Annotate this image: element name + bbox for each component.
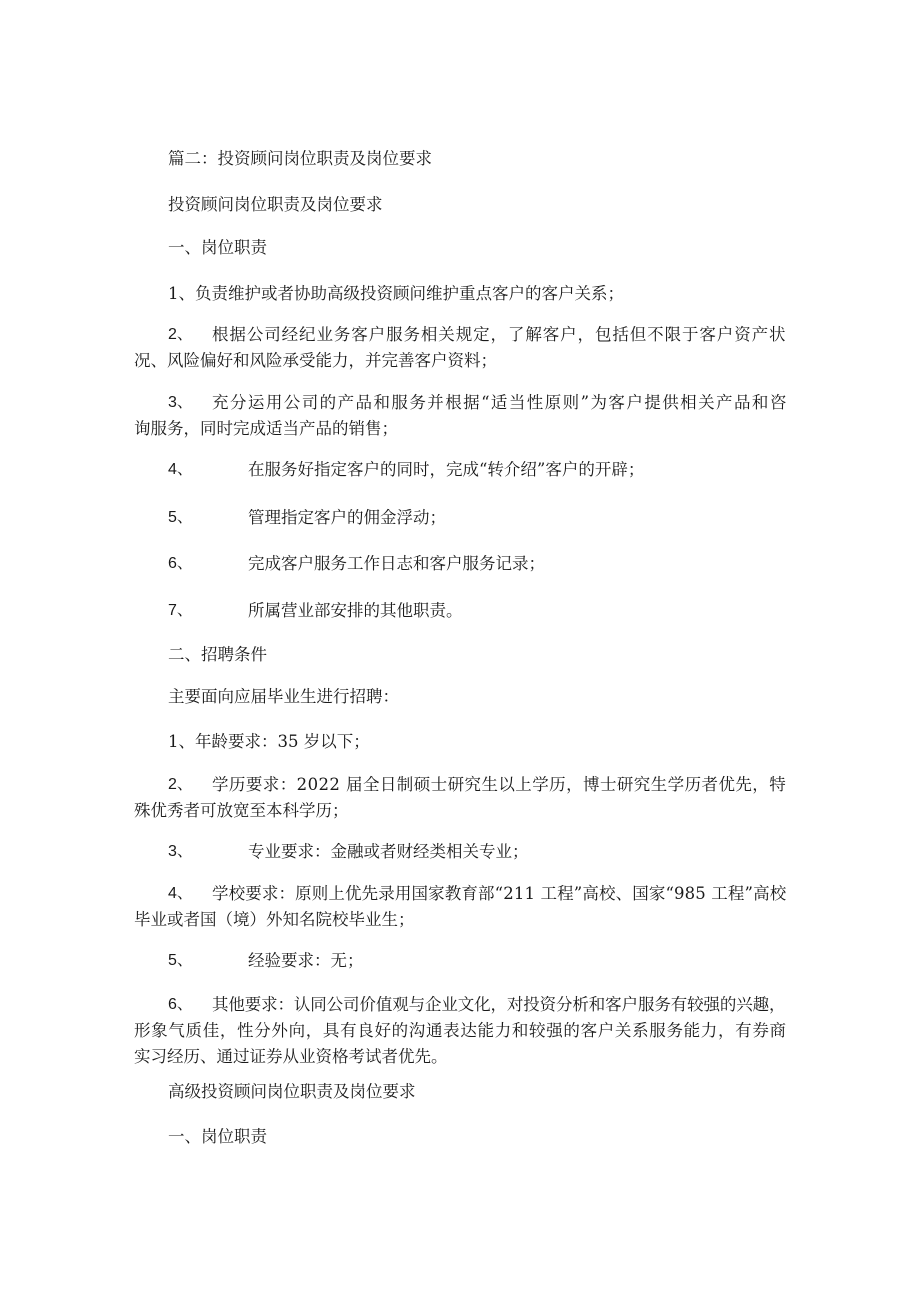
section-title-recruitment: 二、招聘条件 [168, 645, 267, 664]
duty-item-5-number: 5、 [168, 509, 193, 526]
duty-item-5-text: 管理指定客户的佣金浮动； [248, 508, 446, 527]
requirement-item-3-text: 专业要求：金融或者财经类相关专业； [248, 842, 529, 861]
requirement-item-4-number: 4、 [168, 885, 193, 902]
recruitment-intro: 主要面向应届毕业生进行招聘： [168, 687, 399, 706]
requirement-item-6-number: 6、 [168, 996, 193, 1013]
requirement-item-5-number: 5、 [168, 952, 193, 969]
requirement-item-6-line2: 形象气质佳，性分外向，具有良好的沟通表达能力和较强的客户关系服务能力，有券商 [134, 1021, 787, 1040]
document-heading: 篇二：投资顾问岗位职责及岗位要求 [168, 149, 432, 168]
requirement-item-5-text: 经验要求：无； [248, 951, 364, 970]
section-title-duties: 一、岗位职责 [168, 238, 267, 257]
duty-item-3-number: 3、 [168, 394, 193, 411]
duty-item-3-line2: 询服务，同时完成适当产品的销售； [134, 419, 398, 438]
duty-item-3-line1: 充分运用公司的产品和服务并根据“适当性原则”为客户提供相关产品和咨 [212, 393, 788, 412]
duty-item-6-number: 6、 [168, 555, 193, 572]
requirement-item-6-line1: 其他要求：认同公司价值观与企业文化，对投资分析和客户服务有较强的兴趣， [212, 995, 786, 1014]
requirement-item-3-number: 3、 [168, 843, 193, 860]
duty-item-7-text: 所属营业部安排的其他职责。 [248, 601, 463, 620]
senior-section-title-duties: 一、岗位职责 [168, 1127, 267, 1146]
requirement-item-2-line2: 殊优秀者可放宽至本科学历； [134, 801, 349, 820]
duty-item-4-number: 4、 [168, 461, 193, 478]
subheading: 投资顾问岗位职责及岗位要求 [168, 195, 383, 214]
duty-item-2-line1: 根据公司经纪业务客户服务相关规定，了解客户，包括但不限于客户资产状 [212, 325, 787, 344]
duty-item-2-line2: 况、风险偏好和风险承受能力，并完善客户资料； [134, 351, 497, 370]
requirement-item-4-line2: 毕业或者国（境）外知名院校毕业生； [134, 910, 415, 929]
requirement-item-6-line3: 实习经历、通过证券从业资格考试者优先。 [134, 1047, 448, 1066]
senior-heading: 高级投资顾问岗位职责及岗位要求 [168, 1082, 416, 1101]
duty-item-7-number: 7、 [168, 602, 193, 619]
duty-item-6-text: 完成客户服务工作日志和客户服务记录； [248, 554, 545, 573]
requirement-item-4-line1: 学校要求：原则上优先录用国家教育部“211 工程”高校、国家“985 工程”高校 [212, 884, 787, 903]
requirement-item-2-line1: 学历要求：2022 届全日制硕士研究生以上学历，博士研究生学历者优先，特 [212, 775, 787, 794]
duty-item-4-text: 在服务好指定客户的同时，完成“转介绍”客户的开辟； [248, 460, 645, 479]
requirement-item-2-number: 2、 [168, 776, 193, 793]
duty-item-1: 1、负责维护或者协助高级投资顾问维护重点客户的客户关系； [168, 284, 624, 303]
requirement-item-1: 1、年龄要求：35 岁以下； [168, 732, 370, 751]
duty-item-2-number: 2、 [168, 326, 193, 343]
